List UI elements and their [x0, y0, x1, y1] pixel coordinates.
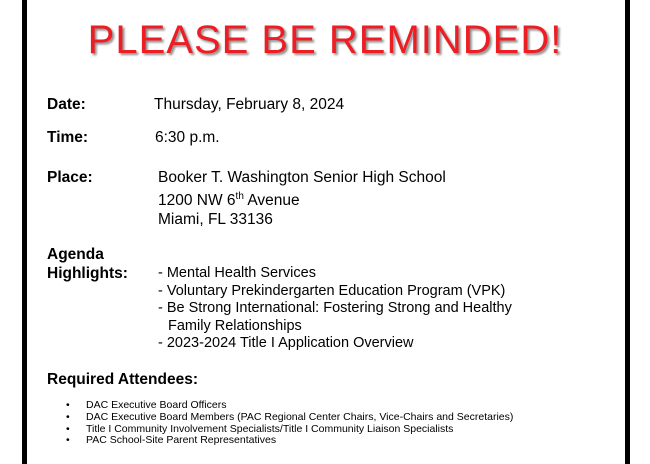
place-label: Place: [47, 169, 93, 186]
agenda-list [158, 265, 512, 353]
place-line-2 [158, 187, 446, 210]
place-street-name: Avenue [243, 192, 300, 210]
attendee-item: • DAC Executive Board Members (PAC Regional Center Chairs, Vice-Chairs and Secretaries) [63, 412, 513, 424]
agenda-item-continuation: Family Relationships [168, 317, 302, 334]
place-line-1: Booker T. Washington Senior High School [158, 169, 446, 186]
page-border [22, 0, 630, 464]
attendee-item: • Title I Community Involvement Specialists/Title I Community Liaison Specialists [63, 424, 513, 436]
required-attendees-heading: Required Attendees: [47, 371, 199, 388]
reminder-title: PLEASE BE REMINDED! [87, 18, 563, 62]
required-attendees-list [63, 400, 513, 447]
date-value: Thursday, February 8, 2024 [154, 96, 345, 113]
time-label: Time: [47, 129, 89, 146]
place-address [158, 168, 446, 229]
agenda-item: - 2023-2024 Title I Application Overview [158, 335, 414, 352]
agenda-label-line1: Agenda [47, 246, 104, 263]
place-line-3: Miami, FL 33136 [158, 211, 273, 229]
time-value: 6:30 p.m. [155, 129, 220, 146]
date-label: Date: [47, 96, 86, 113]
agenda-label-line2: Highlights: [47, 265, 128, 282]
place-street-suffix: th [235, 191, 244, 202]
place-street-number: 1200 NW 6 [158, 192, 236, 210]
agenda-item: - Be Strong International: Fostering Strong and Healthy [158, 300, 512, 317]
agenda-item: - Voluntary Prekindergarten Education Program (VPK) [158, 282, 506, 299]
attendee-item: • DAC Executive Board Officers [63, 400, 513, 412]
agenda-item: - Mental Health Services [158, 265, 316, 281]
attendee-item: • PAC School-Site Parent Representatives [63, 435, 513, 447]
